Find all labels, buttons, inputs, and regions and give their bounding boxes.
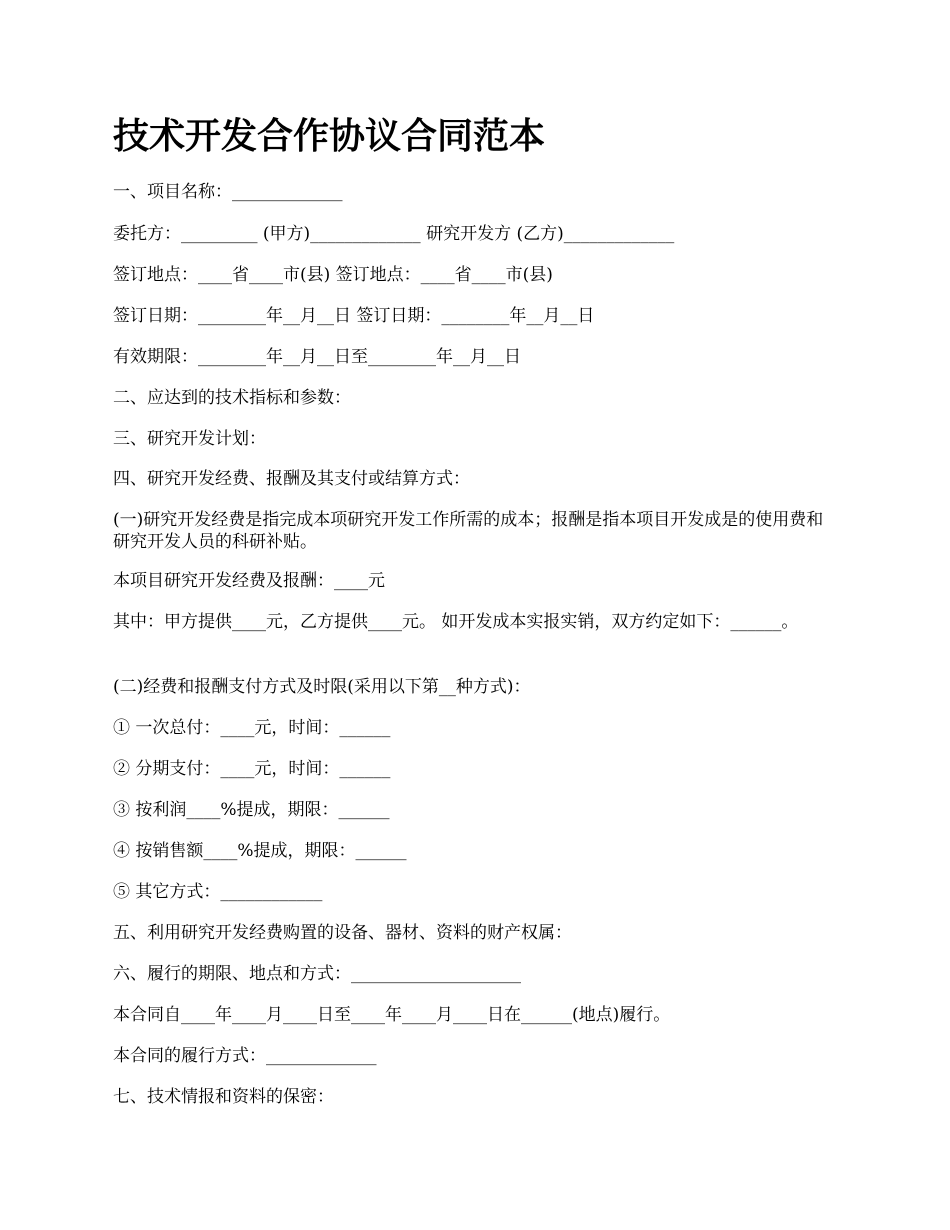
- validity-period-line: 有效期限：________年__月__日至________年__月__日: [113, 347, 521, 367]
- payment-option-1: ① 一次总付：____元，时间：______: [113, 718, 391, 738]
- payment-option-4: ④ 按销售额____%提成，期限：______: [113, 841, 407, 861]
- section-7-heading: 七、技术情报和资料的保密：: [113, 1087, 334, 1107]
- document-title: 技术开发合作协议合同范本: [113, 115, 546, 157]
- section-2-heading: 二、应达到的技术指标和参数：: [113, 388, 351, 408]
- section-4-heading: 四、研究开发经费、报酬及其支付或结算方式：: [113, 469, 470, 489]
- total-funding-line: 本项目研究开发经费及报酬：____元: [113, 571, 385, 591]
- payment-option-3: ③ 按利润____%提成，期限：______: [113, 800, 390, 820]
- document-page: [113, 0, 838, 1230]
- performance-method-line: 本合同的履行方式：_____________: [113, 1046, 377, 1066]
- funding-definition-paragraph: (一)研究开发经费是指完成本项研究开发工作所需的成本；报酬是指本项目开发成是的使用费和研究开发人员的科研补贴。: [113, 510, 824, 552]
- signing-date-line: 签订日期：________年__月__日 签订日期：________年__月__日: [113, 306, 595, 326]
- funding-split-paragraph: 其中：甲方提供____元，乙方提供____元。 如开发成本实报实销，双方约定如下：______。: [113, 612, 799, 632]
- performance-period-line: 本合同自____年____月____日至____年____月____日在______(地点)履行。: [113, 1005, 671, 1025]
- section-6-heading: 六、履行的期限、地点和方式：____________________: [113, 964, 521, 984]
- payment-option-5: ⑤ 其它方式：____________: [113, 882, 323, 902]
- section-5-heading: 五、利用研究开发经费购置的设备、器材、资料的财产权属：: [113, 923, 572, 943]
- signing-place-line: 签订地点：____省____市(县) 签订地点：____省____市(县): [113, 265, 553, 285]
- section-3-heading: 三、研究开发计划：: [113, 429, 266, 449]
- payment-method-heading: (二)经费和报酬支付方式及时限(采用以下第__种方式)：: [113, 677, 531, 697]
- project-name-line: 一、项目名称：_____________: [113, 182, 343, 202]
- parties-line: 委托方：_________ (甲方)_____________ 研究开发方 (乙方)_____________: [113, 224, 675, 244]
- payment-option-2: ② 分期支付：____元，时间：______: [113, 759, 391, 779]
